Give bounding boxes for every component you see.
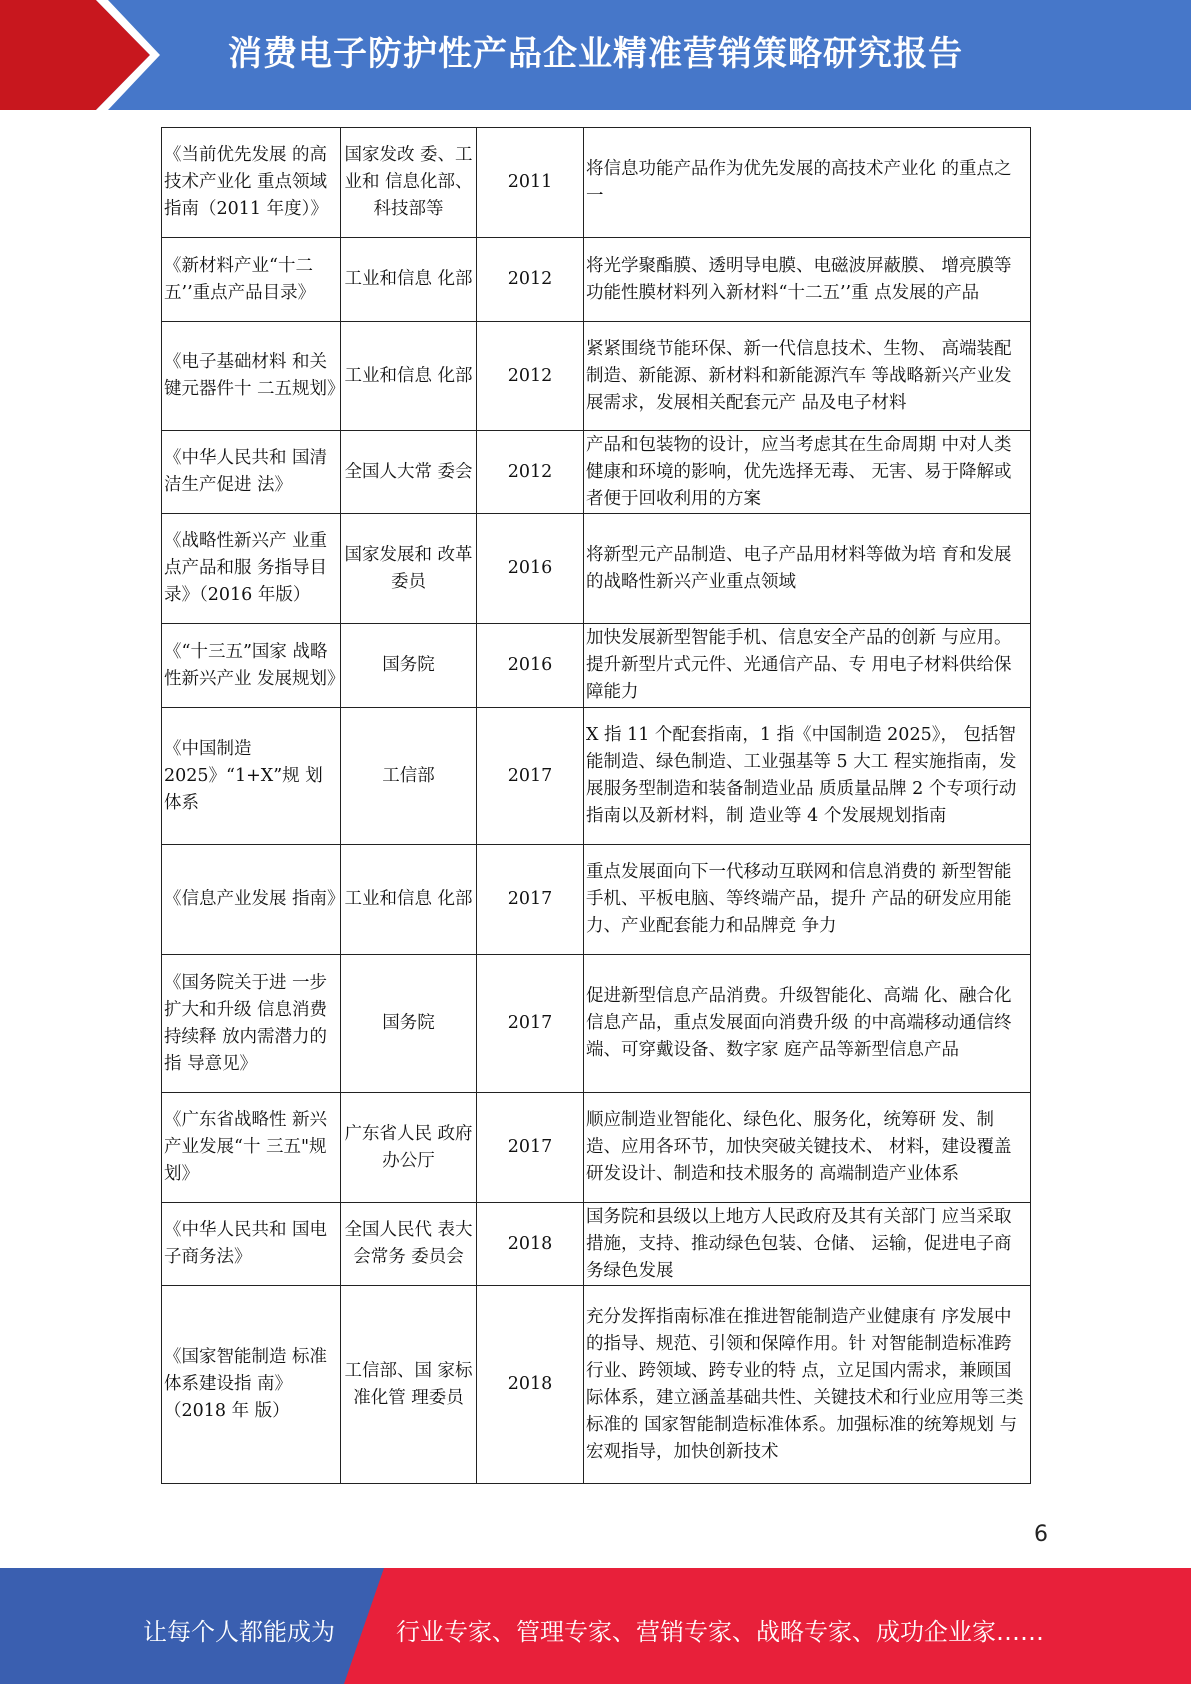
year-cell: 2012 — [477, 238, 584, 322]
year-cell: 2012 — [477, 431, 584, 514]
description-cell: 紧紧围绕节能环保、新一代信息技术、生物、 高端装配制造、新能源、新材料和新能源汽车 等战略新兴产业发展需求，发展相关配套元产 品及电子材料 — [584, 322, 1031, 431]
table-row — [162, 708, 1031, 845]
table-row — [162, 1093, 1031, 1203]
policy-name-cell: 《中华人民共和 国电子商务法》 — [162, 1203, 341, 1286]
year-cell: 2017 — [477, 845, 584, 955]
table-row — [162, 1203, 1031, 1286]
issuing-dept-cell: 国家发改 委、工业和 信息化部、科技部等 — [341, 128, 477, 238]
issuing-dept-cell: 国家发展和 改革委员 — [341, 514, 477, 624]
description-cell: 国务院和县级以上地方人民政府及其有关部门 应当采取措施，支持、推动绿色包装、仓储、 运输，促进电子商务绿色发展 — [584, 1203, 1031, 1286]
description-cell: 产品和包装物的设计，应当考虑其在生命周期 中对人类健康和环境的影响，优先选择无毒、 无害、易于降解或者便于回收利用的方案 — [584, 431, 1031, 514]
table-row — [162, 322, 1031, 431]
issuing-dept-cell: 工信部、国 家标准化管 理委员 — [341, 1286, 477, 1484]
year-cell: 2016 — [477, 624, 584, 708]
table-row — [162, 1286, 1031, 1484]
policy-name-cell: 《中国制造2025》“1+X”规 划体系 — [162, 708, 341, 845]
policy-name-cell: 《战略性新兴产 业重点产品和服 务指导目录》（2016 年版） — [162, 514, 341, 624]
footer-slogan-list: 行业专家、管理专家、营销专家、战略专家、成功企业家…… — [396, 1618, 1044, 1646]
description-cell: 将新型元产品制造、电子产品用材料等做为培 育和发展的战略性新兴产业重点领域 — [584, 514, 1031, 624]
footer-slogan-lead: 让每个人都能成为 — [143, 1618, 335, 1646]
issuing-dept-cell: 全国人大常 委会 — [341, 431, 477, 514]
description-cell: 顺应制造业智能化、绿色化、服务化，统筹研 发、制造、应用各环节，加快突破关键技术、 材料，建设覆盖研发设计、制造和技术服务的 高端制造产业体系 — [584, 1093, 1031, 1203]
year-cell: 2018 — [477, 1286, 584, 1484]
policy-name-cell: 《新材料产业“十二五’’重点产品目录》 — [162, 238, 341, 322]
description-cell: 加快发展新型智能手机、信息安全产品的创新 与应用。提升新型片式元件、光通信产品、专 用电子材料供给保障能力 — [584, 624, 1031, 708]
issuing-dept-cell: 工业和信息 化部 — [341, 238, 477, 322]
year-cell: 2017 — [477, 955, 584, 1093]
year-cell: 2011 — [477, 128, 584, 238]
issuing-dept-cell: 国务院 — [341, 955, 477, 1093]
year-cell: 2018 — [477, 1203, 584, 1286]
year-cell: 2016 — [477, 514, 584, 624]
policy-name-cell: 《信息产业发展 指南》 — [162, 845, 341, 955]
issuing-dept-cell: 工业和信息 化部 — [341, 845, 477, 955]
footer-banner — [0, 1568, 1191, 1684]
policy-name-cell: 《电子基础材料 和关键元器件十 二五规划》 — [162, 322, 341, 431]
table-row — [162, 128, 1031, 238]
description-cell: 将信息功能产品作为优先发展的高技术产业化 的重点之一 — [584, 128, 1031, 238]
issuing-dept-cell: 工业和信息 化部 — [341, 322, 477, 431]
issuing-dept-cell: 国务院 — [341, 624, 477, 708]
year-cell: 2017 — [477, 1093, 584, 1203]
issuing-dept-cell: 全国人民代 表大会常务 委员会 — [341, 1203, 477, 1286]
year-cell: 2012 — [477, 322, 584, 431]
table-row — [162, 238, 1031, 322]
table-row — [162, 955, 1031, 1093]
policy-name-cell: 《中华人民共和 国清洁生产促进 法》 — [162, 431, 341, 514]
description-cell: 将光学聚酯膜、透明导电膜、电磁波屏蔽膜、 增亮膜等功能性膜材料列入新材料“十二五’’重 点发展的产品 — [584, 238, 1031, 322]
policy-name-cell: 《当前优先发展 的高技术产业化 重点领域指南（2011 年度）》 — [162, 128, 341, 238]
policy-name-cell: 《广东省战略性 新兴产业发展“十 三五"规划》 — [162, 1093, 341, 1203]
policy-name-cell: 《国务院关于进 一步扩大和升级 信息消费持续释 放内需潜力的指 导意见》 — [162, 955, 341, 1093]
issuing-dept-cell: 广东省人民 政府办公厅 — [341, 1093, 477, 1203]
description-cell: X 指 11 个配套指南，1 指《中国制造 2025》， 包括智能制造、绿色制造、工业强基等 5 大工 程实施指南，发展服务型制造和装备制造业品 质质量品牌 2 个专项行动指南以及新材料，制 造业等 4 个发展规划指南 — [584, 708, 1031, 845]
report-header — [0, 0, 1191, 110]
table-row — [162, 845, 1031, 955]
page-number: 6 — [1034, 1522, 1048, 1547]
policy-name-cell: 《“十三五”国家 战略性新兴产业 发展规划》 — [162, 624, 341, 708]
table-row — [162, 431, 1031, 514]
table-row — [162, 624, 1031, 708]
description-cell: 促进新型信息产品消费。升级智能化、高端 化、融合化信息产品，重点发展面向消费升级 的中高端移动通信终端、可穿戴设备、数字家 庭产品等新型信息产品 — [584, 955, 1031, 1093]
report-title: 消费电子防护性产品企业精准营销策略研究报告 — [228, 34, 963, 74]
description-cell: 充分发挥指南标准在推进智能制造产业健康有 序发展中的指导、规范、引领和保障作用。针 对智能制造标准跨行业、跨领域、跨专业的特 点，立足国内需求，兼顾国际体系，建立涵盖基础共性、关键技术和行业应用等三类标准的 国家智能制造标准体系。加强标准的统筹规划 与宏观指导，加快创新技术 — [584, 1286, 1031, 1484]
policy-name-cell: 《国家智能制造 标准体系建设指 南》（2018 年 版） — [162, 1286, 341, 1484]
table-row — [162, 514, 1031, 624]
description-cell: 重点发展面向下一代移动互联网和信息消费的 新型智能手机、平板电脑、等终端产品，提升 产品的研发应用能力、产业配套能力和品牌竞 争力 — [584, 845, 1031, 955]
policy-table — [161, 127, 1031, 1484]
year-cell: 2017 — [477, 708, 584, 845]
issuing-dept-cell: 工信部 — [341, 708, 477, 845]
header-chevron-decoration — [0, 0, 160, 110]
